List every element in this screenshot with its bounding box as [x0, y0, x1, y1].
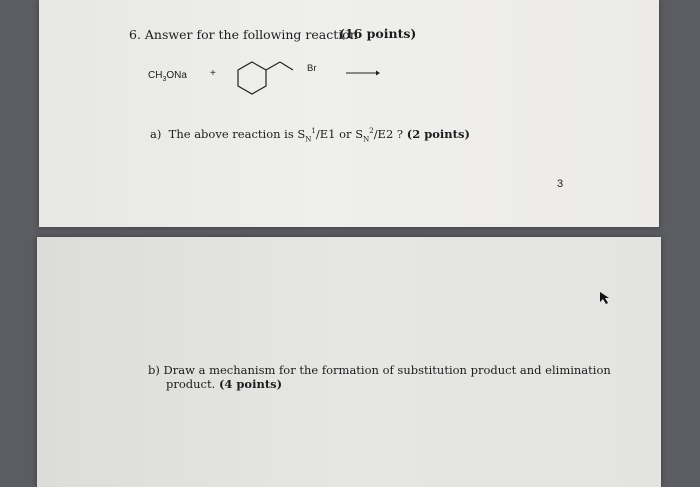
bromine-label: Br — [307, 63, 317, 74]
question-points: (16 points) — [339, 26, 417, 41]
part-b-question-line-2: product. (4 points) — [166, 377, 283, 391]
question-title: 6. Answer for the following reaction — [129, 27, 358, 42]
worksheet-page-2 — [37, 237, 661, 487]
page-number: 3 — [557, 178, 564, 190]
cyclohexane-ring — [238, 62, 266, 94]
part-b-question-line-1: b) Draw a mechanism for the formation of substitution product and elimination — [148, 363, 611, 377]
ch2-br-bond — [280, 62, 293, 70]
part-a-question: a) The above reaction is $S_N^1/E1$ or $S_N^2/E2$ ? (2 points) — [150, 127, 470, 144]
reaction-arrow-icon — [346, 69, 380, 77]
mouse-cursor-icon — [600, 292, 610, 304]
plus-sign: + — [210, 68, 216, 79]
cyclohexylmethyl-bromide-structure — [235, 56, 325, 106]
ring-ch2-bond — [266, 62, 280, 70]
reagent-sodium-methoxide: $CH_3ONa$ — [148, 70, 187, 83]
worksheet-page-1 — [39, 0, 659, 227]
